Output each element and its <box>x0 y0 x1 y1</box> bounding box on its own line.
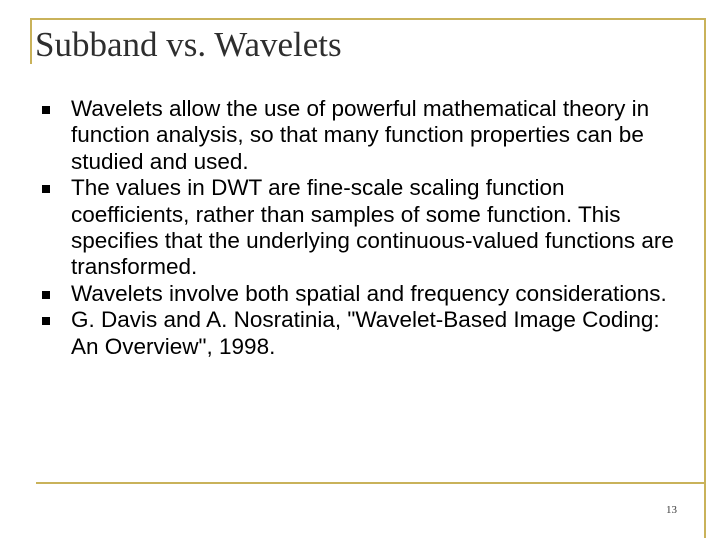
bullet-item <box>42 175 682 281</box>
bullet-item <box>42 281 682 307</box>
square-bullet-icon <box>42 317 50 325</box>
frame-top-line <box>30 18 706 20</box>
bullet-text: Wavelets involve both spatial and frequency considerations. <box>71 280 667 306</box>
bullet-text: G. Davis and A. Nosratinia, "Wavelet-Based Image Coding: An Overview", 1998. <box>71 307 660 359</box>
frame-right-line <box>704 18 706 538</box>
bullet-text: The values in DWT are fine-scale scaling function coefficients, rather than samples of some function. This specifies that the underlying continuous-valued functions are transformed. <box>71 175 674 280</box>
bullet-item <box>42 96 682 175</box>
frame-bottom-line <box>36 482 706 484</box>
page-number: 13 <box>666 504 677 516</box>
bullet-text: Wavelets allow the use of powerful mathematical theory in function analysis, so that many function properties can be studied and used. <box>71 96 650 174</box>
bullet-list <box>42 96 682 360</box>
slide-title: Subband vs. Wavelets <box>35 25 342 64</box>
square-bullet-icon <box>42 106 50 114</box>
bullet-item <box>42 307 682 360</box>
frame-left-line <box>30 18 32 64</box>
square-bullet-icon <box>42 291 50 299</box>
square-bullet-icon <box>42 185 50 193</box>
